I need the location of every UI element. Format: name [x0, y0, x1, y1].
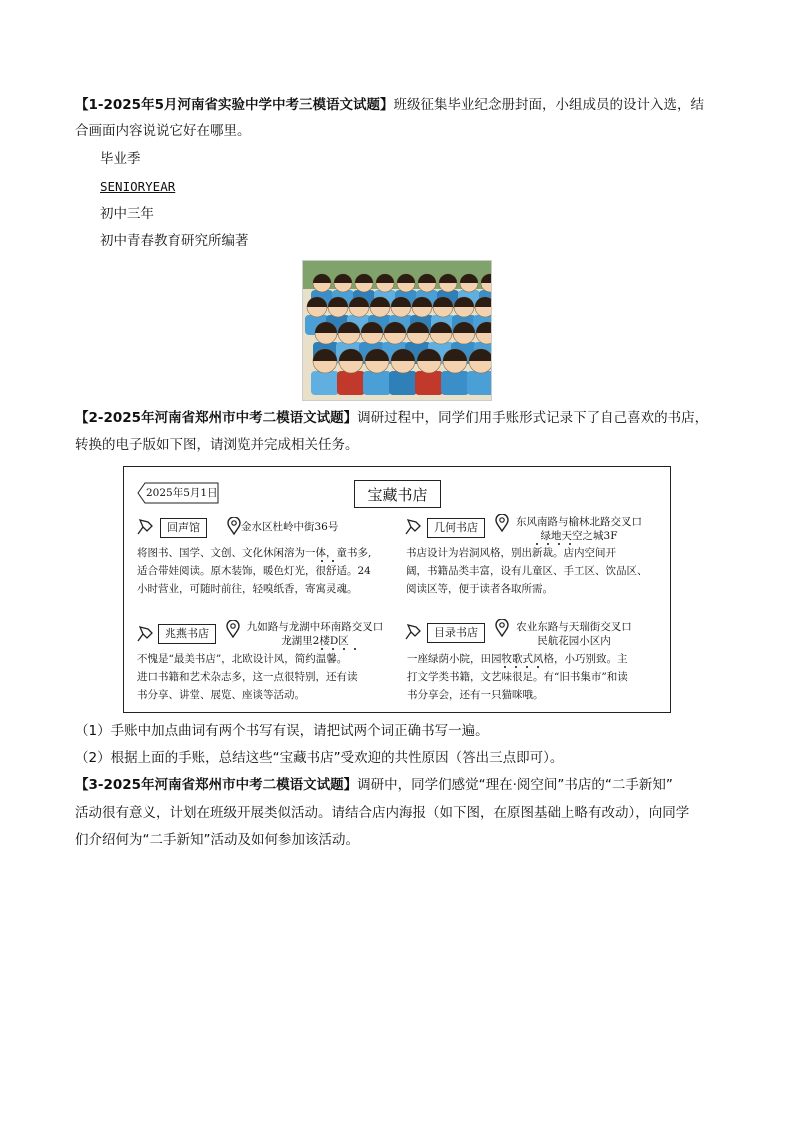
store-desc-1-line-2: 适合带娃阅读。原木装饰，暖色灯光，很舒适。24	[137, 565, 371, 577]
cover-line-4: 初中青春教育研究所编著	[100, 233, 249, 249]
emphasis-dot	[526, 666, 528, 668]
store-address-4-line-1: 农业东路与天瑞街交叉口	[516, 621, 632, 633]
emphasis-dot	[547, 543, 549, 545]
store-address-1: 金水区杜岭中街36号	[241, 521, 339, 533]
store-address-3	[240, 620, 390, 648]
emphasis-dot	[343, 648, 345, 650]
q2-source: 【2-2025年河南省郑州市中考二模语文试题】	[75, 410, 358, 426]
q2-prompt-line2: 转换的电子版如下图，请浏览并完成相关任务。	[75, 437, 359, 453]
pin-icon	[136, 517, 156, 541]
emphasis-dot	[332, 648, 334, 650]
store-desc-2-line-2: 阔，书籍品类丰富，设有儿童区、手工区、饮品区、	[406, 565, 648, 577]
cover-line-1: 毕业季	[100, 151, 141, 167]
store-address-4	[509, 620, 639, 648]
emphasis-dot	[569, 543, 571, 545]
q3-prompt-line3: 们介绍何为“二手新知”活动及如何参加该活动。	[75, 832, 359, 848]
store-desc-3-line-1: 不愧是“最美书店”，北欧设计风，简约温馨。	[137, 653, 348, 665]
q3-source: 【3-2025年河南省郑州市中考二模语文试题】	[75, 777, 358, 793]
emphasis-dot	[354, 648, 356, 650]
store-desc-4-line-2: 打文学类书籍，文艺味很足。有“旧书集市”和读	[407, 671, 628, 683]
location-icon	[227, 517, 241, 539]
emphasis-dot	[321, 648, 323, 650]
store-address-3-line-2: 龙湖里2楼D区	[281, 635, 349, 647]
emphasis-dot	[504, 666, 506, 668]
q1-prompt-line2: 合画面内容说说它好在哪里。	[75, 123, 251, 139]
store-desc-4-line-1: 一座绿荫小院，田园牧歌式风格，小巧别致。主	[407, 653, 628, 665]
store-desc-3-line-2: 进口书籍和艺术杂志多，这一点很特别，还有读	[137, 671, 358, 683]
store-desc-2	[406, 544, 648, 598]
journal-date: 2025年5月1日	[146, 487, 218, 499]
pin-icon	[404, 517, 424, 541]
emphasis-dot	[537, 666, 539, 668]
cover-line-3: 初中三年	[100, 206, 154, 222]
q2-task-1: （1）手账中加点曲词有两个书写有误，请把试两个词正确书写一遍。	[75, 723, 489, 739]
store-address-3-line-1: 九如路与龙湖中环南路交叉口	[246, 621, 384, 633]
cover-line-2: SENIORYEAR	[100, 179, 176, 194]
store-desc-1	[137, 544, 371, 598]
store-address-2	[509, 515, 649, 543]
store-desc-2-line-3: 阅读区等，便于读者各取所需。	[406, 583, 553, 595]
store-desc-1-line-1: 将图书、国学、文创、文化休闲溶为一体，童书多,	[137, 547, 372, 559]
store-address-4-line-2: 民航花园小区内	[537, 635, 611, 647]
store-desc-3-line-3: 书分享、讲堂、展览、座谈等活动。	[137, 689, 305, 701]
q1-source: 【1-2025年5月河南省实验中学中考三模语文试题】	[75, 97, 394, 113]
pin-icon	[136, 624, 156, 648]
store-desc-4-line-3: 书分享会，还有一只猫咪哦。	[407, 689, 544, 701]
store-name-2: 几何书店	[427, 518, 485, 538]
journal-title: 宝藏书店	[367, 486, 428, 504]
store-name-4: 目录书店	[427, 623, 485, 643]
location-icon	[226, 620, 240, 642]
graduation-class-illustration	[302, 260, 492, 401]
q2-text: 调研过程中，同学们用手账形式记录下了自己喜欢的书店，	[357, 410, 709, 426]
store-desc-3	[137, 650, 358, 704]
emphasis-dot	[332, 560, 334, 562]
q1-prompt-line1	[75, 92, 704, 118]
emphasis-dot	[558, 543, 560, 545]
location-icon	[495, 514, 509, 536]
store-desc-4	[407, 650, 628, 704]
store-address-2-line-1: 东风南路与榆林北路交叉口	[516, 516, 642, 528]
emphasis-dot	[321, 560, 323, 562]
store-name-1: 回声馆	[160, 518, 207, 538]
emphasis-dot	[515, 666, 517, 668]
q2-task-2: （2）根据上面的手账，总结这些“宝藏书店”受欢迎的共性原因（答出三点即可）。	[75, 750, 564, 766]
q3-prompt-line1	[75, 772, 673, 798]
pin-icon	[404, 622, 424, 646]
q3-prompt-line2: 活动很有意义，计划在班级开展类似活动。请结合店内海报（如下图，在原图基础上略有改动），向同学	[75, 805, 690, 821]
store-desc-1-line-3: 小时营业，可随时前往，轻嗅纸香，寄寓灵魂。	[137, 583, 358, 595]
store-desc-2-line-1: 书店设计为岩洞风格，别出新裁。店内空间开	[406, 547, 616, 559]
location-icon	[495, 619, 509, 641]
store-address-2-line-2: 绿地天空之城3F	[540, 530, 618, 542]
emphasis-dot	[536, 543, 538, 545]
q1-text: 班级征集毕业纪念册封面，小组成员的设计入选，结	[393, 97, 704, 113]
store-name-3: 兆燕书店	[158, 624, 216, 644]
q3-text: 调研中，同学们感觉“理在·阅空间”书店的“二手新知”	[357, 777, 673, 793]
bookstore-journal	[123, 466, 671, 713]
journal-title-box	[354, 480, 441, 508]
q2-prompt-line1	[75, 405, 708, 431]
